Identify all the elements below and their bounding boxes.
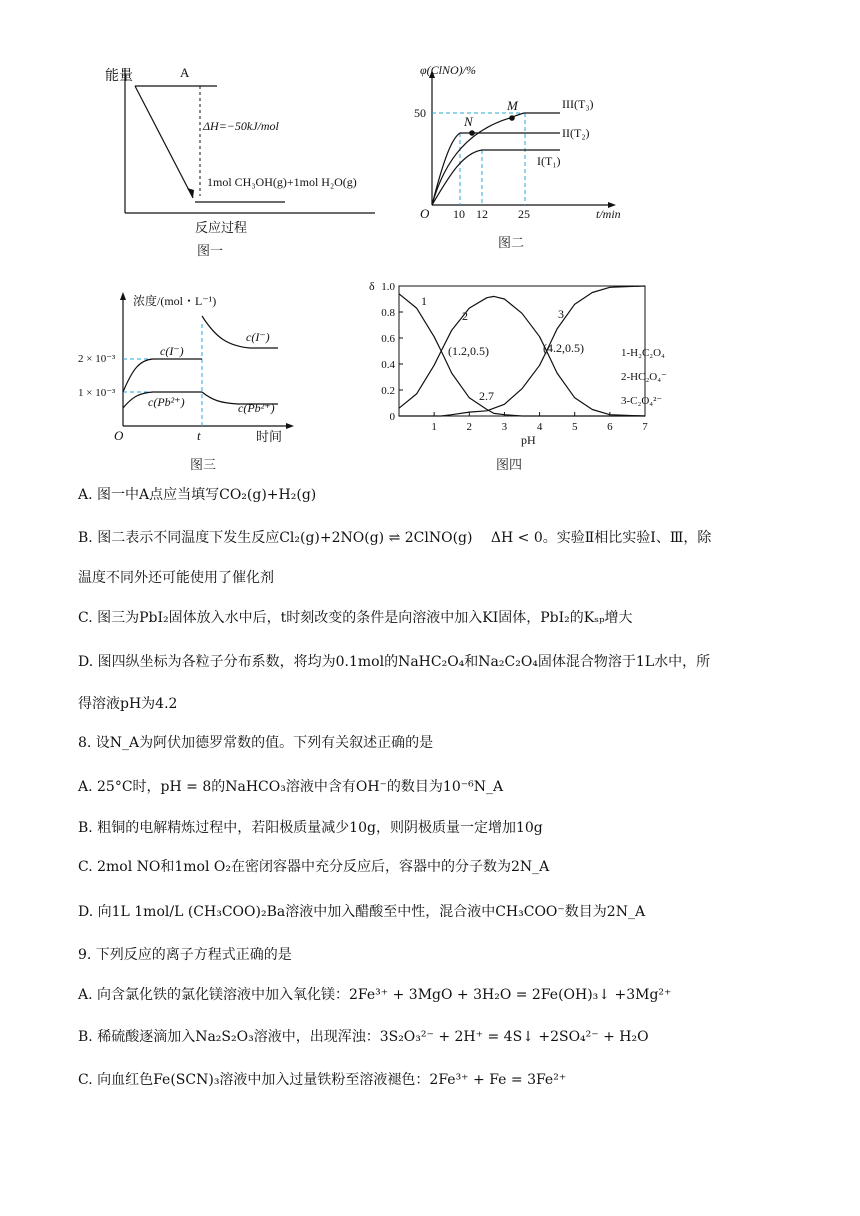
fig3-ytick-1e-3: 1 × 10⁻³ [78,387,116,399]
fig4-series-line-2 [399,296,645,416]
q7-option-C: C. 图三为PbI₂固体放入水中后，t时刻改变的条件是向溶液中加入KI固体，PbI₂的Kₛₚ增大 [78,610,633,626]
fig4-curve-num-3: 3 [558,307,564,321]
q7-option-A: A. 图一中A点应当填写CO₂(g)+H₂(g) [78,487,317,503]
fig3-x-arrow [286,423,294,429]
fig4-ytick-label: 0.4 [381,359,395,371]
fig4-xtick-label: 5 [571,421,578,433]
fig2-xtick-12: 12 [476,207,488,221]
fig4-yticks [381,281,403,423]
fig4-point-1: (1.2,0.5) [448,344,489,358]
fig2-caption: 图二 [498,236,525,251]
fig4-ytick-label: 1.0 [381,281,395,293]
fig3-label-Pb-1: c(Pb²⁺) [148,395,185,409]
fig2-point-N [469,130,475,136]
fig4-curve-num-1: 1 [421,294,427,308]
fig1-arrow-head [187,188,194,198]
figure-4 [366,278,686,448]
fig2-curve-label-III: III(T₃) [562,97,594,111]
figure-4-svg [366,278,686,448]
fig2-xlabel: t/min [596,207,621,221]
fig4-legend-1: 1-H₂C₂O₄ [621,347,665,359]
figure-3 [78,288,298,448]
fig3-caption: 图三 [190,458,217,473]
fig4-point-3: 2.7 [479,389,494,403]
fig1-arrow-line [135,86,193,198]
fig2-xtick-10: 10 [453,207,465,221]
fig4-ylabel: δ [369,279,375,293]
figure-3-svg [78,288,298,448]
fig2-origin: O [420,206,430,221]
fig1-point-A: A [180,65,190,80]
fig4-xtick-label: 4 [536,421,543,433]
fig4-legend-2: 2-HC₂O₄⁻ [621,371,667,383]
q9-option-A: A. 向含氯化铁的氯化镁溶液中加入氧化镁：2Fe³⁺ + 3MgO + 3H₂O = 2Fe(OH)₃↓ +3Mg²⁺ [78,987,672,1003]
figure-1 [95,60,395,260]
fig1-ylabel: 能量 [105,69,133,84]
fig3-y-arrow [120,292,126,300]
q9-stem: 9. 下列反应的离子方程式正确的是 [78,947,292,963]
fig4-xtick-label: 7 [642,421,648,433]
fig2-label-M: M [507,98,518,113]
fig2-curve-II [432,133,560,205]
fig3-origin: O [114,428,124,443]
q7-option-B-line1: B. 图二表示不同温度下发生反应Cl₂(g)+2NO(g) ⇌ 2ClNO(g) ΔH < 0。实验Ⅱ相比实验Ⅰ、Ⅲ，除 [78,530,712,546]
fig4-xtick-label: 3 [501,421,508,433]
fig3-xlabel: 时间 [256,429,283,444]
fig3-ytick-2e-3: 2 × 10⁻³ [78,353,116,365]
fig3-label-I-1: c(I⁻) [160,344,184,358]
fig3-ylabel: 浓度/(mol・L⁻¹) [133,294,217,308]
fig2-curve-label-I: I(T₁) [537,154,561,168]
fig4-series-line-3 [399,286,645,416]
fig1-dH-label: ΔH=−50kJ/mol [203,119,279,133]
q8-option-B: B. 粗铜的电解精炼过程中，若阳极质量减少10g，则阴极质量一定增加10g [78,820,543,836]
figure-2-svg [400,58,640,228]
q9-option-B: B. 稀硫酸逐滴加入Na₂S₂O₃溶液中，出现浑浊：3S₂O₃²⁻ + 2H⁺ = 4S↓ +2SO₄²⁻ + H₂O [78,1029,649,1045]
q7-option-B-line2: 温度不同外还可能使用了催化剂 [78,570,274,586]
fig3-curve-I-before [123,359,202,392]
fig3-label-I-2: c(I⁻) [246,330,270,344]
q8-option-C: C. 2mol NO和1mol O₂在密闭容器中充分反应后，容器中的分子数为2N_A [78,859,550,875]
fig4-series-line-1 [399,294,645,416]
fig4-xlabel: pH [521,433,536,447]
fig2-ylabel: φ(ClNO)/% [420,63,476,77]
fig4-xtick-label: 1 [431,421,437,433]
fig2-xtick-25: 25 [518,207,530,221]
fig4-curves [399,286,645,416]
fig2-ytick-50: 50 [414,106,426,120]
fig3-label-Pb-2: c(Pb²⁺) [238,401,275,415]
fig4-ytick-label: 0.6 [381,333,395,345]
fig4-curve-num-2: 2 [462,309,468,323]
fig4-ytick-label: 0.8 [381,307,395,319]
fig4-legend-3: 3-C₂O₄²⁻ [621,395,663,407]
q8-option-D: D. 向1L 1mol/L (CH₃COO)₂Ba溶液中加入醋酸至中性，混合液中CH₃COO⁻数目为2N_A [78,904,646,920]
fig1-product-label: 1mol CH₃OH(g)+1mol H₂O(g) [207,175,357,189]
fig2-label-N: N [464,114,473,129]
fig1-caption: 图一 [197,244,224,259]
fig2-curve-label-II: II(T₂) [562,126,590,140]
q7-option-D-line1: D. 图四纵坐标为各粒子分布系数，将均为0.1mol的NaHC₂O₄和Na₂C₂O₄固体混合物溶于1L水中，所 [78,654,711,670]
fig1-xlabel: 反应过程 [195,220,248,235]
fig4-caption: 图四 [496,458,523,473]
fig4-ytick-label: 0 [389,411,395,423]
q8-stem: 8. 设N_A为阿伏加德罗常数的值。下列有关叙述正确的是 [78,735,434,751]
figure-2 [400,58,640,228]
fig4-frame [399,286,645,416]
fig4-xtick-label: 2 [466,421,473,433]
fig4-point-2: (4.2,0.5) [543,341,584,355]
q7-option-D-line2: 得溶液pH为4.2 [78,696,178,712]
q8-option-A: A. 25°C时，pH = 8的NaHCO₃溶液中含有OH⁻的数目为10⁻⁶N_A [78,779,504,795]
fig4-ytick-label: 0.2 [381,385,395,397]
figure-1-svg [95,60,395,260]
fig2-point-M [509,115,515,121]
q9-option-C: C. 向血红色Fe(SCN)₃溶液中加入过量铁粉至溶液褪色：2Fe³⁺ + Fe = 3Fe²⁺ [78,1072,567,1088]
fig4-xtick-label: 6 [607,421,613,433]
fig3-t: t [197,428,201,443]
